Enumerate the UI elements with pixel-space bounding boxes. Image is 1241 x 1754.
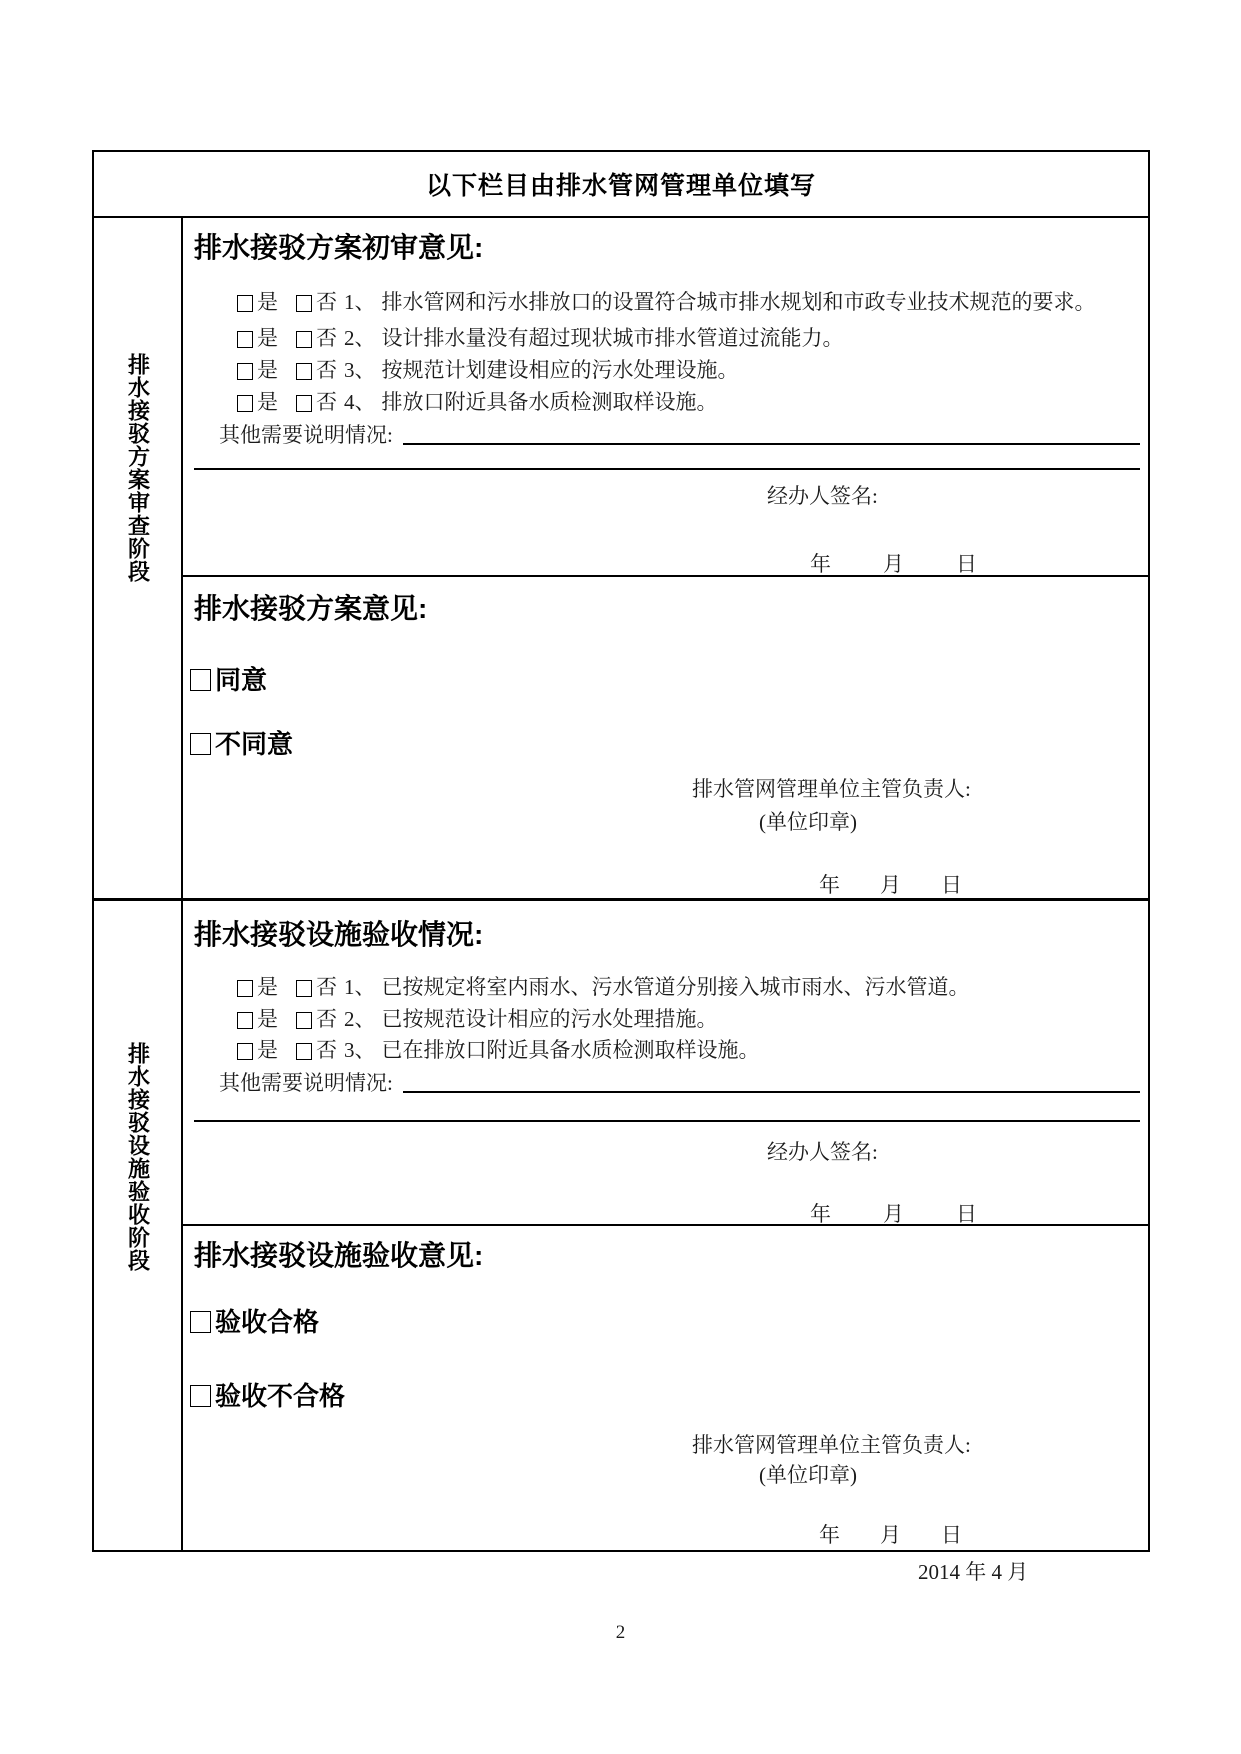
acceptance-pass-label: 验收合格 bbox=[215, 1307, 320, 1337]
acceptance-pass-checkbox[interactable] bbox=[190, 1311, 211, 1333]
item-number: 1、 bbox=[344, 290, 376, 314]
yes-checkbox[interactable] bbox=[237, 395, 253, 412]
item-number: 2、 bbox=[344, 1007, 376, 1031]
day-label: 日 bbox=[941, 1523, 962, 1547]
stage-row-divider bbox=[94, 898, 1148, 901]
yes-label: 是 bbox=[257, 290, 278, 314]
item-text: 已按规定将室内雨水、污水管道分别接入城市雨水、污水管道。 bbox=[381, 975, 970, 999]
yes-checkbox[interactable] bbox=[237, 363, 253, 380]
handler-signature-label: 经办人签名: bbox=[767, 1140, 878, 1164]
plan-opinion-heading: 排水接驳方案意见: bbox=[194, 593, 428, 624]
no-label: 否 bbox=[316, 975, 337, 999]
acceptance-cells-divider bbox=[181, 1224, 1148, 1226]
month-label: 月 bbox=[880, 1523, 901, 1547]
acceptance-fail-option-row bbox=[190, 1376, 345, 1413]
manager-signature-label: 排水管网管理单位主管负责人: bbox=[692, 1433, 971, 1457]
item-text: 按规范计划建设相应的污水处理设施。 bbox=[381, 358, 739, 382]
item-number: 1、 bbox=[344, 975, 376, 999]
approval-form-table bbox=[92, 150, 1150, 1552]
date-line bbox=[819, 1519, 962, 1549]
item-number: 2、 bbox=[344, 326, 376, 350]
no-label: 否 bbox=[316, 1038, 337, 1062]
facility-acceptance-opinion-cell bbox=[183, 1227, 1148, 1550]
other-notes-writein-line[interactable] bbox=[403, 425, 1140, 445]
yes-checkbox[interactable] bbox=[237, 1043, 253, 1060]
table-header-title: 以下栏目由排水管网管理单位填写 bbox=[425, 172, 816, 200]
day-label: 日 bbox=[956, 1202, 977, 1226]
year-label: 年 bbox=[819, 873, 840, 897]
disagree-label: 不同意 bbox=[215, 729, 294, 759]
review-item-row bbox=[237, 1007, 718, 1032]
plan-preliminary-review-cell bbox=[183, 218, 1148, 575]
no-checkbox[interactable] bbox=[296, 331, 312, 348]
page-number: 2 bbox=[615, 1622, 626, 1643]
review-item-row bbox=[237, 290, 1096, 315]
item-text: 已在排放口附近具备水质检测取样设施。 bbox=[381, 1038, 760, 1062]
yes-checkbox[interactable] bbox=[237, 980, 253, 997]
acceptance-fail-checkbox[interactable] bbox=[190, 1385, 211, 1407]
year-label: 年 bbox=[819, 1523, 840, 1547]
date-line bbox=[819, 869, 962, 899]
date-line bbox=[810, 548, 977, 578]
month-label: 月 bbox=[880, 873, 901, 897]
month-label: 月 bbox=[883, 1202, 904, 1226]
writein-continuation-line[interactable] bbox=[194, 468, 1140, 470]
no-checkbox[interactable] bbox=[296, 980, 312, 997]
no-checkbox[interactable] bbox=[296, 395, 312, 412]
yes-label: 是 bbox=[257, 975, 278, 999]
yes-label: 是 bbox=[257, 326, 278, 350]
other-notes-writein-line[interactable] bbox=[403, 1073, 1140, 1093]
year-label: 年 bbox=[810, 1202, 831, 1226]
item-number: 3、 bbox=[344, 1038, 376, 1062]
plan-opinion-cell bbox=[183, 577, 1148, 898]
other-notes-label: 其他需要说明情况: bbox=[219, 422, 393, 447]
day-label: 日 bbox=[941, 873, 962, 897]
yes-checkbox[interactable] bbox=[237, 331, 253, 348]
facility-acceptance-opinion-heading: 排水接驳设施验收意见: bbox=[194, 1240, 484, 1271]
no-checkbox[interactable] bbox=[296, 1043, 312, 1060]
review-item-row bbox=[237, 358, 739, 383]
day-label: 日 bbox=[956, 552, 977, 576]
review-item-row bbox=[237, 326, 844, 351]
no-checkbox[interactable] bbox=[296, 363, 312, 380]
unit-seal-label: (单位印章) bbox=[759, 810, 857, 834]
item-text: 已按规范设计相应的污水处理措施。 bbox=[381, 1007, 718, 1031]
yes-label: 是 bbox=[257, 390, 278, 414]
review-item-row bbox=[237, 1038, 760, 1063]
date-line bbox=[810, 1198, 977, 1228]
no-checkbox[interactable] bbox=[296, 295, 312, 312]
stage1-side-label: 排水接驳方案审查阶段 bbox=[125, 353, 151, 583]
unit-seal-label: (单位印章) bbox=[759, 1463, 857, 1487]
item-number: 4、 bbox=[344, 390, 376, 414]
disagree-option-row bbox=[190, 724, 293, 761]
no-label: 否 bbox=[316, 326, 337, 350]
agree-checkbox[interactable] bbox=[190, 669, 211, 691]
stage2-side-label: 排水接驳设施验收阶段 bbox=[125, 1042, 151, 1272]
facility-acceptance-status-cell bbox=[183, 902, 1148, 1224]
yes-checkbox[interactable] bbox=[237, 1012, 253, 1029]
acceptance-fail-label: 验收不合格 bbox=[215, 1381, 346, 1411]
month-label: 月 bbox=[883, 552, 904, 576]
disagree-checkbox[interactable] bbox=[190, 733, 211, 755]
yes-label: 是 bbox=[257, 1038, 278, 1062]
acceptance-pass-option-row bbox=[190, 1302, 319, 1339]
stage1-side-cell bbox=[94, 218, 181, 898]
facility-acceptance-status-heading: 排水接驳设施验收情况: bbox=[194, 919, 484, 950]
item-text: 排水管网和污水排放口的设置符合城市排水规划和市政专业技术规范的要求。 bbox=[381, 290, 1096, 314]
no-label: 否 bbox=[316, 358, 337, 382]
item-text: 设计排水量没有超过现状城市排水管道过流能力。 bbox=[381, 326, 844, 350]
no-label: 否 bbox=[316, 390, 337, 414]
no-label: 否 bbox=[316, 290, 337, 314]
yes-checkbox[interactable] bbox=[237, 295, 253, 312]
document-date: 2014 年 4 月 bbox=[918, 1560, 1029, 1584]
other-notes-row bbox=[219, 420, 1140, 448]
review-item-row bbox=[237, 975, 970, 1000]
writein-continuation-line[interactable] bbox=[194, 1120, 1140, 1122]
table-header-row bbox=[94, 152, 1148, 216]
handler-signature-label: 经办人签名: bbox=[767, 484, 878, 508]
no-label: 否 bbox=[316, 1007, 337, 1031]
other-notes-label: 其他需要说明情况: bbox=[219, 1070, 393, 1095]
yes-label: 是 bbox=[257, 1007, 278, 1031]
agree-option-row bbox=[190, 660, 267, 697]
item-text: 排放口附近具备水质检测取样设施。 bbox=[381, 390, 718, 414]
year-label: 年 bbox=[810, 552, 831, 576]
stage2-side-cell bbox=[94, 901, 181, 1550]
item-number: 3、 bbox=[344, 358, 376, 382]
other-notes-row bbox=[219, 1068, 1140, 1096]
manager-signature-label: 排水管网管理单位主管负责人: bbox=[692, 777, 971, 801]
no-checkbox[interactable] bbox=[296, 1012, 312, 1029]
plan-preliminary-review-heading: 排水接驳方案初审意见: bbox=[194, 232, 484, 263]
agree-label: 同意 bbox=[215, 665, 268, 695]
yes-label: 是 bbox=[257, 358, 278, 382]
review-item-row bbox=[237, 390, 718, 415]
